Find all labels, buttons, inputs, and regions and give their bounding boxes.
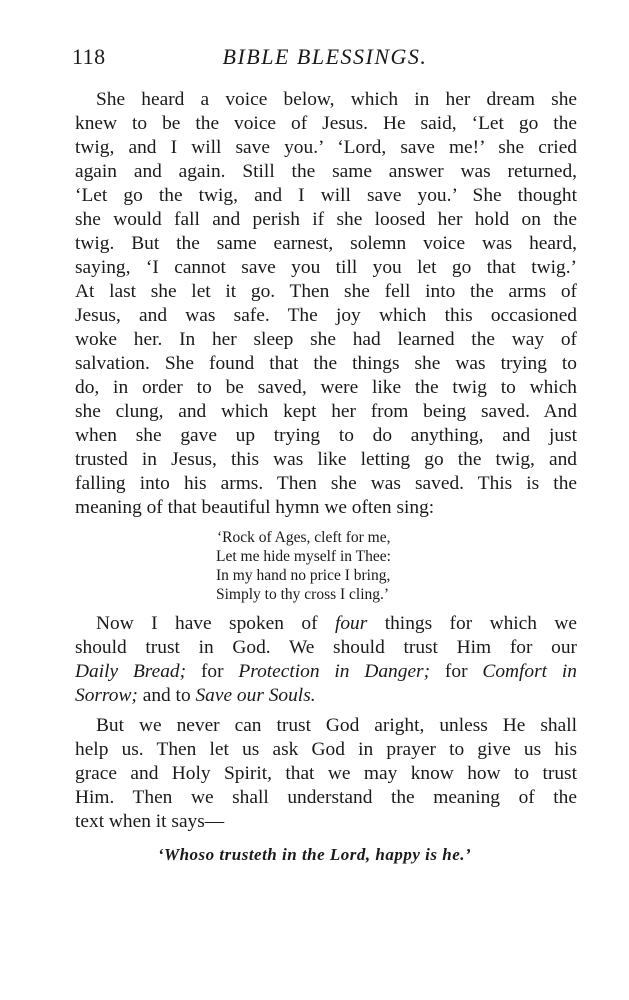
hymn-line: ‘Rock of Ages, cleft for me, [217, 529, 391, 546]
text-line: text when it says— [75, 811, 225, 832]
text-line: But we never can trust God aright, unless He shall [96, 715, 577, 736]
text-line: She heard a voice below, which in her dream she [96, 89, 577, 110]
emphasis-text: Protection in Danger; [238, 661, 431, 682]
running-title: BIBLE BLESSINGS. [222, 44, 428, 69]
text-line: saying, ‘I cannot save you till you let go that twig.’ [75, 257, 577, 278]
text-line: woke her. In her sleep she had learned the way of [75, 329, 577, 350]
text-run: things for which we [367, 613, 578, 634]
text-line: ‘Let go the twig, and I will save you.’ She thought [75, 185, 577, 206]
text-line: she clung, and which kept her from being saved. And [75, 401, 577, 422]
text-line: when she gave up trying to do anything, and just [75, 425, 577, 446]
text-line: again and again. Still the same answer was returned, [75, 161, 577, 182]
text-line [96, 612, 577, 636]
emphasis-text: four [334, 613, 368, 634]
text-line: Jesus, and was safe. The joy which this occasioned [75, 305, 577, 326]
text-line: help us. Then let us ask God in prayer to give us his [75, 739, 577, 760]
text-line: twig, and I will save you.’ ‘Lord, save me!’ she cried [75, 137, 577, 158]
text-line: meaning of that beautiful hymn we often sing: [75, 497, 435, 518]
hymn-line: In my hand no price I bring, [216, 567, 391, 584]
text-run: and to [137, 685, 196, 706]
text-line: salvation. She found that the things she was trying to [75, 353, 577, 374]
text-line: trusted in Jesus, this was like letting go the twig, and [75, 449, 577, 470]
text-line: twig. But the same earnest, solemn voice was heard, [75, 233, 577, 254]
text-line: falling into his arms. Then she was saved. This is the [75, 473, 577, 494]
text-line: should trust in God. We should trust Him for our [75, 637, 577, 658]
emphasis-text: Comfort in [482, 661, 577, 682]
closing-quote: ‘Whoso trusteth in the Lord, happy is he.’ [157, 845, 472, 864]
text-line: Him. Then we shall understand the meaning of the [75, 787, 577, 808]
emphasis-text: Sorrow; [75, 685, 138, 706]
hymn-line: Simply to thy cross I cling.’ [216, 586, 390, 603]
text-line [75, 660, 577, 684]
page-number: 118 [72, 44, 106, 69]
text-run: for [430, 661, 483, 682]
emphasis-text: Daily Bread; [75, 661, 187, 682]
text-line: grace and Holy Spirit, that we may know how to trust [75, 763, 577, 784]
text-line: do, in order to be saved, were like the twig to which [75, 377, 577, 398]
hymn-line: Let me hide myself in Thee: [216, 548, 391, 565]
text-line [75, 684, 577, 708]
text-line: knew to be the voice of Jesus. He said, ‘Let go the [75, 113, 577, 134]
text-run: for [186, 661, 239, 682]
text-line: she would fall and perish if she loosed her hold on the [75, 209, 577, 230]
page-header [72, 44, 578, 74]
emphasis-text: Save our Souls. [195, 685, 316, 706]
text-line: At last she let it go. Then she fell into the arms of [75, 281, 577, 302]
text-run: Now I have spoken of [96, 613, 335, 634]
